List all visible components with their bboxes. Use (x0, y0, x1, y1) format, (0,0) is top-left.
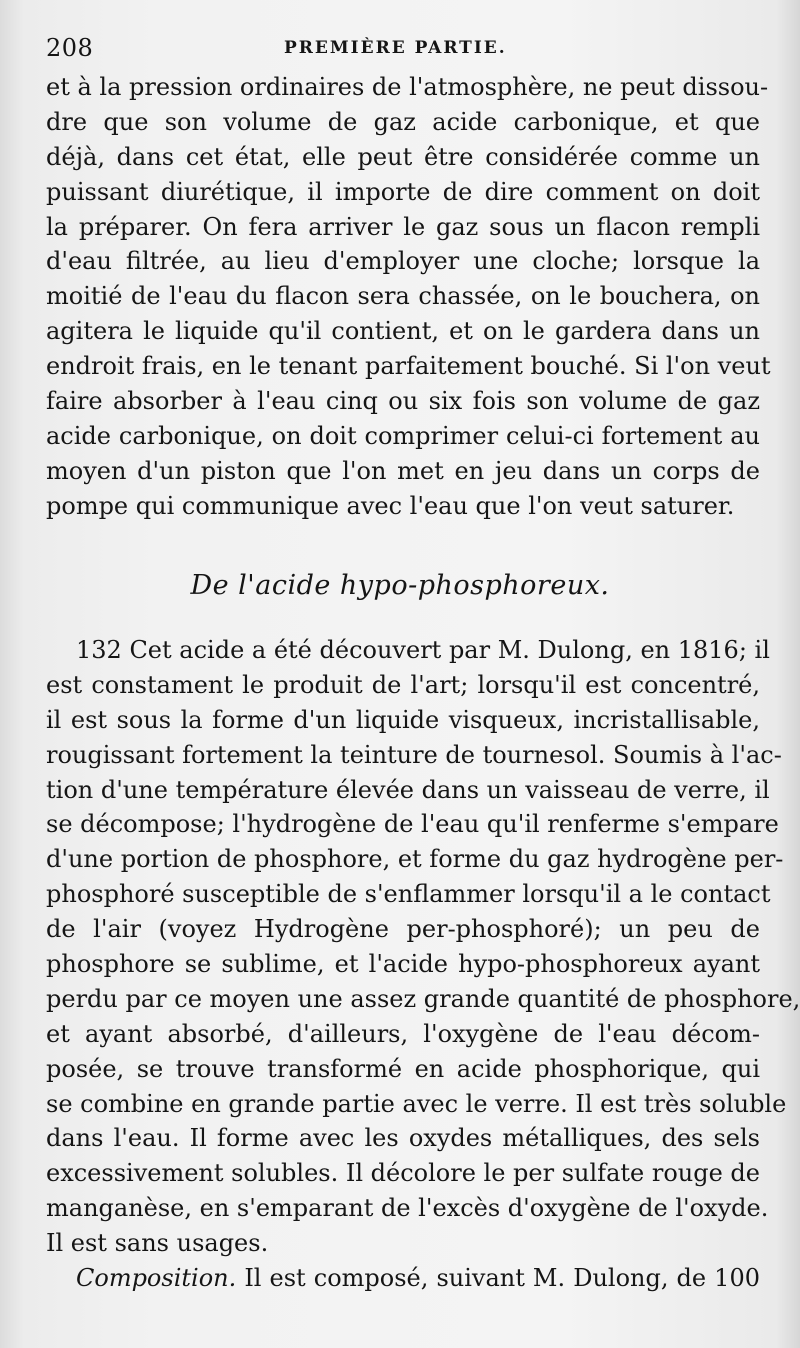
text-line: est constament le produit de l'art; lorsqu'il est concentré, (46, 670, 760, 699)
text-line: phosphoré susceptible de s'enflammer lorsqu'il a le contact (46, 880, 771, 909)
composition-line (46, 1261, 760, 1296)
text-line: perdu par ce moyen une assez grande quantité de phosphore, (46, 984, 800, 1013)
text-line: la préparer. On fera arriver le gaz sous un flacon rempli (46, 212, 760, 241)
text-line: tion d'une température élevée dans un vaisseau de verre, il (46, 775, 770, 804)
text-line: manganèse, en s'emparant de l'excès d'oxygène de l'oxyde. (46, 1194, 769, 1223)
text-line: moitié de l'eau du flacon sera chassée, on le bouchera, on (46, 282, 760, 311)
page-number: 208 (46, 34, 94, 62)
text-line: moyen d'un piston que l'on met en jeu dans un corps de (46, 456, 760, 485)
text-line: excessivement solubles. Il décolore le per sulfate rouge de (46, 1159, 760, 1188)
text-line: pompe qui communique avec l'eau que l'on veut saturer. (46, 491, 735, 520)
composition-text: Il est composé, suivant M. Dulong, de 100 (244, 1264, 760, 1293)
text-line: se combine en grande partie avec le verre. Il est très soluble (46, 1089, 787, 1118)
text-line: puissant diurétique, il importe de dire comment on doit (46, 177, 760, 206)
text-line: faire absorber à l'eau cinq ou six fois son volume de gaz (46, 387, 760, 416)
text-line: agitera le liquide qu'il contient, et on le gardera dans un (46, 317, 760, 346)
text-line: phosphore se sublime, et l'acide hypo-phosphoreux ayant (46, 950, 760, 979)
text-line: endroit frais, en le tenant parfaitement bouché. Si l'on veut (46, 352, 771, 381)
text-line: 132 Cet acide a été découvert par M. Dulong, en 1816; il (76, 636, 770, 664)
text-line: se décompose; l'hydrogène de l'eau qu'il renferme s'empare (46, 810, 779, 839)
composition-label: Composition. (76, 1264, 237, 1293)
text-line: de l'air (voyez Hydrogène per-phosphoré); un peu de (46, 915, 760, 944)
text-line: Il est sans usages. (46, 1229, 269, 1258)
text-line: posée, se trouve transformé en acide phosphorique, qui (46, 1054, 760, 1083)
section-title: PREMIÈRE PARTIE. (284, 38, 507, 58)
text-line: acide carbonique, on doit comprimer celui-ci fortement au (46, 421, 760, 450)
text-line: dans l'eau. Il forme avec les oxydes métalliques, des sels (46, 1124, 760, 1153)
text-line: et ayant absorbé, d'ailleurs, l'oxygène de l'eau décom- (46, 1019, 760, 1048)
text-line: il est sous la forme d'un liquide visqueux, incristallisable, (46, 705, 760, 734)
text-line: et à la pression ordinaires de l'atmosphère, ne peut dissou- (46, 73, 769, 101)
text-line: déjà, dans cet état, elle peut être considérée comme un (46, 142, 760, 171)
text-line: d'eau filtrée, au lieu d'employer une cloche; lorsque la (46, 247, 760, 276)
text-line: d'une portion de phosphore, et forme du gaz hydrogène per- (46, 845, 784, 874)
text-line: dre que son volume de gaz acide carbonique, et que (46, 107, 760, 136)
paragraph-hypophosphorous-acid (46, 633, 800, 1296)
text-line: rougissant fortement la teinture de tournesol. Soumis à l'ac- (46, 740, 782, 769)
running-head (46, 34, 756, 64)
paragraph-carbonic-water (46, 70, 771, 524)
chapter-heading: De l'acide hypo-phosphoreux. (190, 570, 610, 601)
